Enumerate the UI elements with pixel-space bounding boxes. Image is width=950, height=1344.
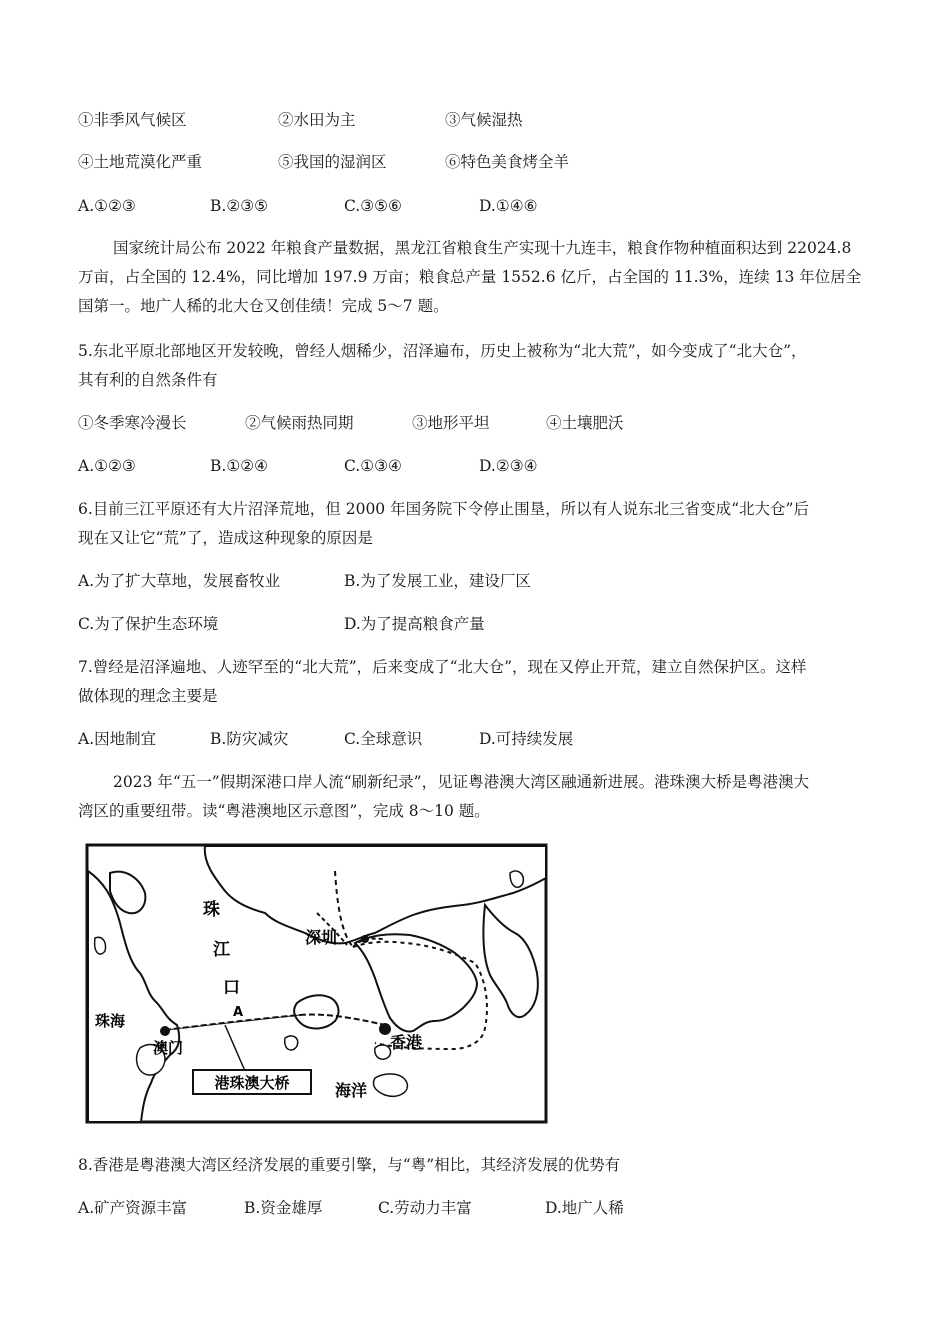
west-islet <box>95 937 106 954</box>
q5-answer-c: C.①③④ <box>344 457 402 475</box>
islet-1 <box>285 1036 298 1050</box>
q7-answer-c: C.全球意识 <box>344 730 423 748</box>
q6-answer-c: C.为了保护生态环境 <box>78 615 219 633</box>
shenzhen-marker <box>361 935 369 943</box>
guangdong-hongkong-macau-map <box>85 843 548 1124</box>
q5-stem-line1: 5.东北平原北部地区开发较晚，曾经人烟稀少，沼泽遍布，历史上被称为“北大荒”，如今变成了“北大仓”， <box>78 342 807 360</box>
q4-choice-1: ①非季风气候区 <box>78 111 187 129</box>
passage2-line2: 湾区的重要纽带。读“粤港澳地区示意图”，完成 8～10 题。 <box>78 802 490 820</box>
q4-choice-2: ②水田为主 <box>278 111 356 129</box>
label-zhuhai: 珠海 <box>95 1012 126 1030</box>
q4-choice-3: ③气候湿热 <box>445 111 523 129</box>
label-macau: 澳门 <box>153 1039 184 1057</box>
label-ocean: 海洋 <box>335 1081 368 1100</box>
q8-stem-line1: 8.香港是粤港澳大湾区经济发展的重要引擎，与“粤”相比，其经济发展的优势有 <box>78 1156 621 1174</box>
q7-stem-line1: 7.曾经是沼泽遍地、人迹罕至的“北大荒”，后来变成了“北大仓”，现在又停止开荒，建立自然保护区。这样 <box>78 658 807 676</box>
q6-stem-line2: 现在又让它“荒”了，造成这种现象的原因是 <box>78 529 373 547</box>
label-jiang: 江 <box>213 940 230 960</box>
q5-item-3: ③地形平坦 <box>412 414 490 432</box>
zhuhai-marker <box>160 1026 170 1036</box>
q8-answer-d: D.地广人稀 <box>545 1199 624 1217</box>
q4-answer-b: B.②③⑤ <box>210 197 269 215</box>
q8-answer-a: A.矿产资源丰富 <box>78 1199 188 1217</box>
q5-item-2: ②气候雨热同期 <box>245 414 354 432</box>
q4-answer-d: D.①④⑥ <box>479 197 538 215</box>
q5-item-4: ④土壤肥沃 <box>546 414 624 432</box>
passage2-line1: 2023 年“五一”假期深港口岸人流“刷新纪录”，见证粤港澳大湾区融通新进展。港珠澳大桥是粤港澳大 <box>113 773 810 791</box>
label-kou: 口 <box>223 978 240 998</box>
lantau-island <box>294 995 338 1028</box>
passage1-line1: 国家统计局公布 2022 年粮食产量数据，黑龙江省粮食生产实现十九连丰，粮食作物种植面积达到 22024.8 <box>113 239 852 257</box>
q7-answer-b: B.防灾减灾 <box>210 730 289 748</box>
q4-answer-a: A.①②③ <box>78 197 136 215</box>
q7-answer-d: D.可持续发展 <box>479 730 574 748</box>
q6-stem-line1: 6.目前三江平原还有大片沼泽荒地，但 2000 年国务院下令停止围垦，所以有人说东北三省变成“北大仓”后 <box>78 500 809 518</box>
q5-answer-d: D.②③④ <box>479 457 538 475</box>
q4-choice-4: ④土地荒漠化严重 <box>78 153 203 171</box>
q5-answer-b: B.①②④ <box>210 457 269 475</box>
q5-answer-a: A.①②③ <box>78 457 136 475</box>
q4-choice-5: ⑤我国的湿润区 <box>278 153 387 171</box>
label-zhu: 珠 <box>203 900 220 920</box>
q7-answer-a: A.因地制宜 <box>78 730 157 748</box>
q6-answer-a: A.为了扩大草地，发展畜牧业 <box>78 572 281 590</box>
q6-answer-d: D.为了提高粮食产量 <box>344 615 485 633</box>
label-shenzhen: 深圳 <box>305 928 338 947</box>
islet-2 <box>375 1045 391 1059</box>
q8-answer-b: B.资金雄厚 <box>244 1199 323 1217</box>
label-a-mark: A <box>233 1005 244 1020</box>
q8-answer-c: C.劳动力丰富 <box>378 1199 472 1217</box>
q5-item-1: ①冬季寒冷漫长 <box>78 414 187 432</box>
q6-answer-b: B.为了发展工业，建设厂区 <box>344 572 531 590</box>
passage1-line3: 国第一。地广人稀的北大仓又创佳绩！完成 5～7 题。 <box>78 297 449 315</box>
q4-choice-6: ⑥特色美食烤全羊 <box>445 153 570 171</box>
q4-answer-c: C.③⑤⑥ <box>344 197 402 215</box>
bridge-label: 港珠澳大桥 <box>214 1074 290 1092</box>
label-hongkong: 香港 <box>390 1033 423 1052</box>
q7-stem-line2: 做体现的理念主要是 <box>78 687 218 705</box>
passage1-line2: 万亩，占全国的 12.4%，同比增加 197.9 万亩；粮食总产量 1552.6 亿斤，占全国的 11.3%，连续 13 年位居全 <box>78 268 862 286</box>
q5-stem-line2: 其有利的自然条件有 <box>78 371 218 389</box>
